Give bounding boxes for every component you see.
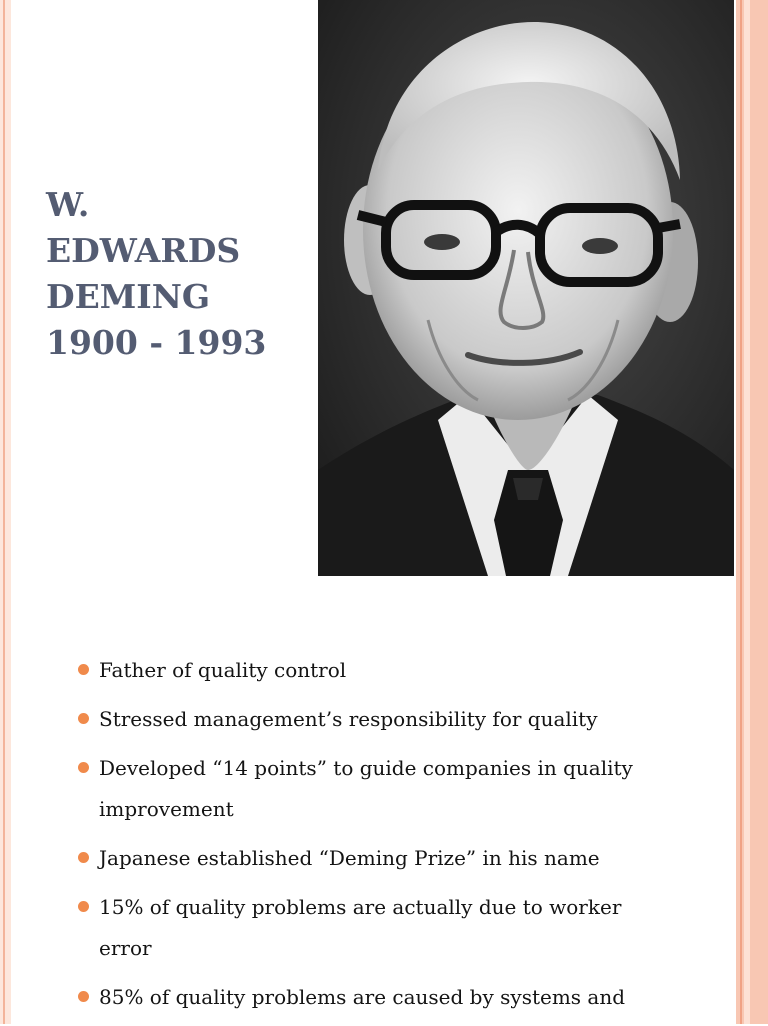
right-decorative-line (740, 0, 742, 1024)
title-line-4: 1900 - 1993 (46, 323, 267, 362)
bullet-dot-icon (78, 852, 89, 863)
list-item (78, 650, 678, 691)
bullet-list (78, 650, 678, 1026)
bullet-dot-icon (78, 664, 89, 675)
list-item (78, 838, 678, 879)
portrait-icon (318, 0, 734, 576)
bullet-dot-icon (78, 762, 89, 773)
bullet-text: Developed “14 points” to guide companies in quality improvement (99, 756, 633, 821)
left-decorative-line (3, 0, 5, 1024)
portrait-photo (318, 0, 734, 576)
bullet-text: 15% of quality problems are actually due to worker error (99, 895, 622, 960)
title-line-2: EDWARDS (46, 231, 241, 270)
bullet-dot-icon (78, 713, 89, 724)
slide-title (46, 182, 296, 366)
title-line-1: W. (46, 185, 90, 224)
list-item (78, 887, 678, 969)
bullet-text: Japanese established “Deming Prize” in his name (99, 846, 600, 870)
bullet-text: 85% of quality problems are caused by systems and (99, 985, 626, 1009)
bullet-dot-icon (78, 991, 89, 1002)
list-item (78, 699, 678, 740)
title-line-3: DEMING (46, 277, 211, 316)
bullet-dot-icon (78, 901, 89, 912)
bullet-text: Father of quality control (99, 658, 347, 682)
list-item (78, 977, 678, 1018)
bullet-text: Stressed management’s responsibility for quality (99, 707, 598, 731)
list-item (78, 748, 678, 830)
left-decorative-border (0, 0, 11, 1024)
right-decorative-inner-band (744, 0, 750, 1024)
